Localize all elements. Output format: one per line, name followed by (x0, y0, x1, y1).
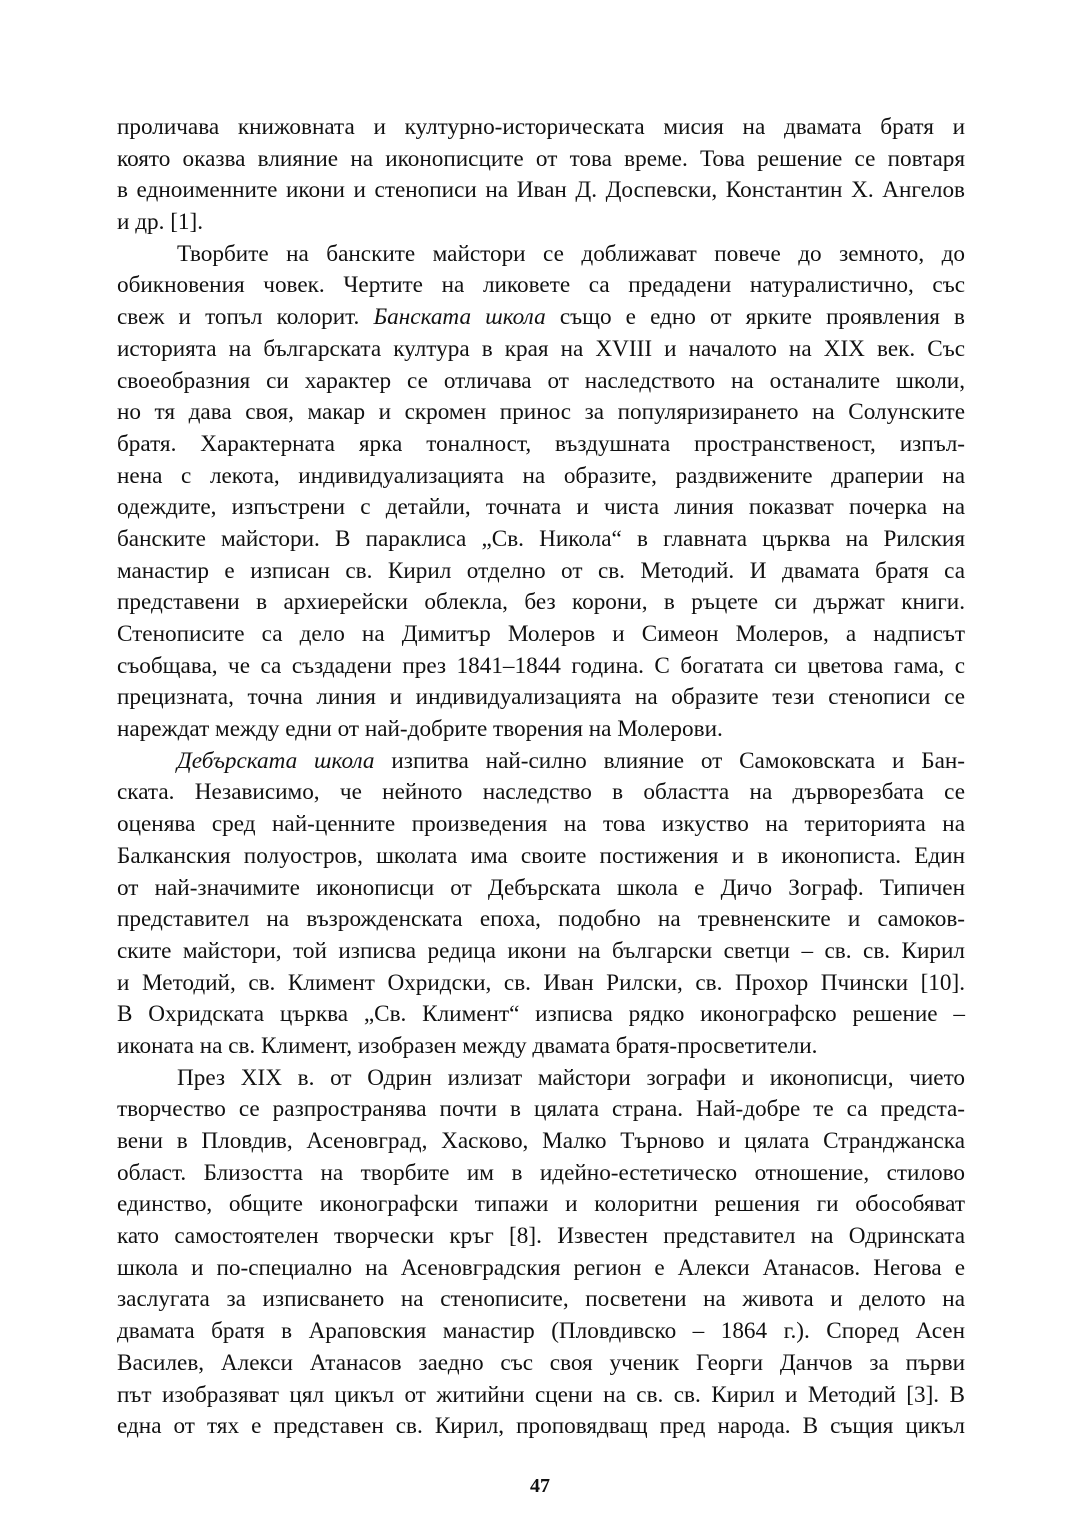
text-line: В Охридската църква „Св. Климент“ изписва рядко иконографско решение – (117, 1001, 965, 1028)
text-line: иконата на св. Климент, изобразен между двамата братя-просветители. (117, 1032, 818, 1059)
text-line: нареждат между едни от най-добрите творения на Молерови. (117, 716, 723, 743)
text-line: Творбите на банските майстори се доближават повече до земното, до (177, 240, 965, 267)
text-line: ската. Независимо, че нейното наследство в областта на дърворезбата се (117, 779, 965, 806)
text-line: обикновения човек. Чертите на ликовете са предадени натуралистично, със (117, 272, 965, 299)
text-line: творчество се разпространява почти в цялата страна. Най-добре те са предста- (117, 1096, 965, 1123)
text-fragment: също е едно от ярките проявления в (559, 304, 965, 331)
text-line: като самостоятелен творчески кръг [8]. Известен представител на Одринската (117, 1223, 965, 1250)
text-line: от най-значимите иконописци от Дебърската школа е Дичо Зограф. Типичен (117, 874, 965, 901)
text-line: област. Близостта на творбите им в идейно-естетическо отношение, стилово (117, 1159, 965, 1186)
text-line: представител на възрожденската епоха, подобно на тревненските и самоков- (117, 906, 965, 933)
text-line: и др. [1]. (117, 209, 204, 236)
text-line: Стенописите са дело на Димитър Молеров и Симеон Молеров, а надписът (117, 621, 965, 647)
text-line: оценява сред най-ценните произведения на това изкуство на територията на (117, 811, 965, 838)
text-line: вени в Пловдив, Асеновград, Хасково, Малко Търново и цялата Странджанска (117, 1128, 965, 1154)
text-line: и Методий, св. Климент Охридски, св. Иван Рилски, св. Прохор Пчински [10]. (117, 969, 965, 996)
text-line: Балканския полуостров, школата има своите постижения и в иконописта. Един (117, 842, 965, 869)
text-line: проличава книжовната и културно-историческата мисия на двамата братя и (117, 114, 965, 140)
text-line: заслугата за изписването на стенописите, посветени на живота и делото на (117, 1286, 965, 1313)
text-line: съобщава, че са създадени през 1841–1844 година. С богатата си цветова гама, с (117, 652, 965, 679)
text-line: нена с лекота, индивидуализацията на образите, раздвижените драперии на (117, 462, 965, 489)
text-fragment: свеж и топъл колорит. (117, 304, 360, 331)
text-line: ските майстори, той изписва редица икони на български светци – св. св. Кирил (117, 937, 965, 964)
text-line: историята на българската култура в края на XVIII и началото на XIX век. Със (117, 335, 965, 362)
text-line-with-italic (117, 302, 965, 334)
text-line: школа и по-специално на Асеновградския регион е Алекси Атанасов. Негова е (117, 1254, 965, 1281)
text-line: една от тях е представен св. Кирил, проповядващ пред народа. В същия цикъл (117, 1413, 965, 1440)
italic-term-bansko-school: Банската школа (373, 304, 546, 331)
text-line: път изобразяват цял цикъл от житийни сцени на св. св. Кирил и Методий [3]. В (117, 1381, 965, 1408)
text-line: но тя дава своя, макар и скромен принос за популяризирането на Солунските (117, 399, 965, 426)
document-body (117, 112, 965, 1443)
text-line: представени в архиерейски облекла, без корони, в ръцете си държат книги. (117, 589, 965, 616)
text-line: своеобразния си характер се отличава от наследството на останалите школи, (117, 367, 965, 394)
text-line: двамата братя в Араповския манастир (Пловдивско – 1864 г.). Според Асен (117, 1318, 965, 1345)
text-line: прецизната, точна линия и индивидуализацията на образите тези стенописи се (117, 684, 965, 711)
text-line: братя. Характерната ярка тоналност, въздушната пространственост, изпъл- (117, 430, 965, 457)
text-line: банските майстори. В параклиса „Св. Никола“ в главната църква на Рилския (117, 525, 965, 552)
text-line: През XIX в. от Одрин излизат майстори зографи и иконописци, чието (177, 1064, 965, 1091)
text-line: в едноименните икони и стенописи на Иван Д. Доспевски, Константин Х. Ангелов (117, 177, 965, 204)
text-line: Василев, Алекси Атанасов заедно със своя ученик Георги Данчов за първи (117, 1349, 965, 1376)
text-line: манастир е изписан св. Кирил отделно от св. Методий. И двамата братя са (117, 557, 965, 584)
text-fragment: изпитва най-силно влияние от Самоковската и Бан- (391, 747, 966, 774)
text-line: одеждите, изпъстрени с детайли, точната и чиста линия показват почерка на (117, 494, 965, 521)
text-line: която оказва влияние на иконописците от това време. Това решение се повтаря (117, 145, 965, 172)
page-number: 47 (530, 1475, 550, 1497)
text-line-with-italic (117, 746, 965, 778)
italic-term-debar-school: Дебърската школа (177, 747, 375, 774)
text-line: единство, общите иконографски типажи и колоритни решения ги обособяват (117, 1191, 965, 1218)
